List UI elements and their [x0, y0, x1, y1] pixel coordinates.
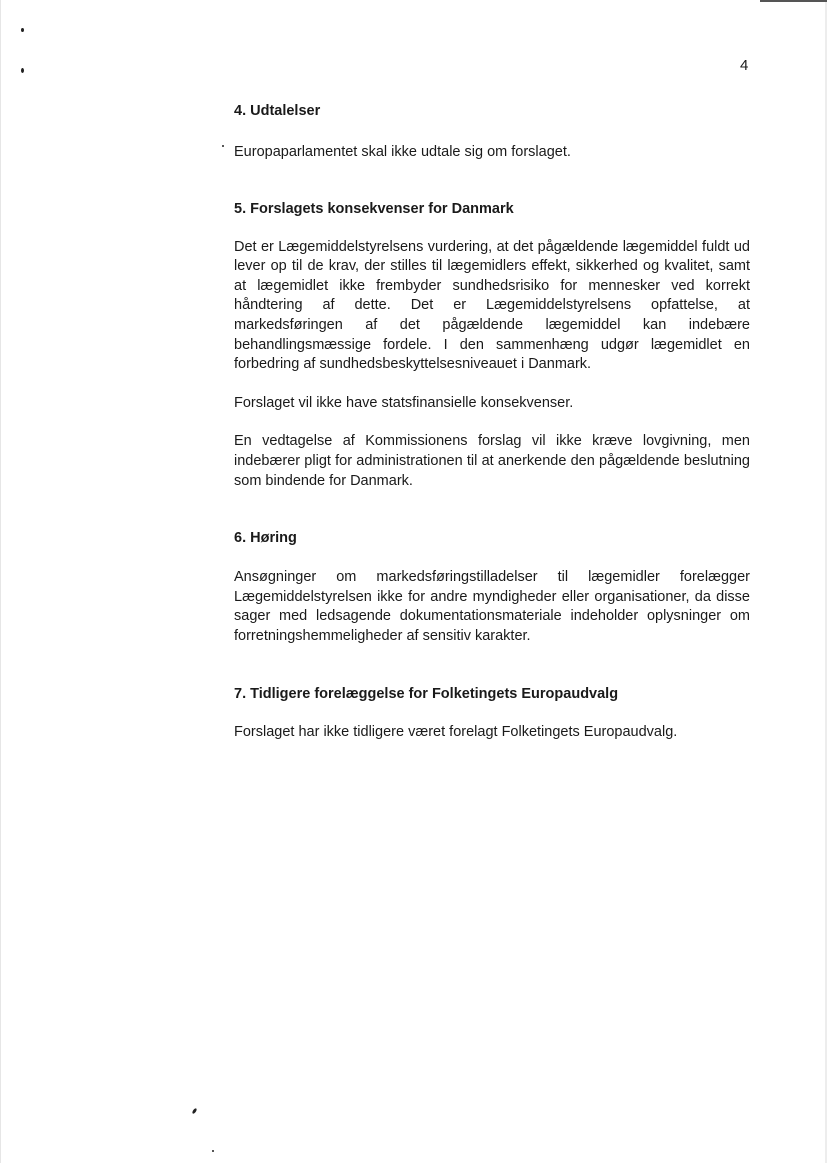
paragraph-udtalelser: Europaparlamentet skal ikke udtale sig om forslaget. [234, 144, 571, 160]
paragraph-konsekvenser-statsfinansielle: Forslaget vil ikke have statsfinansielle konsekvenser. [234, 394, 574, 411]
document-body [234, 102, 750, 742]
page-number: 4 [740, 57, 749, 74]
section-heading-hoering: 6. Høring [234, 530, 297, 547]
speck [21, 68, 24, 73]
speck [192, 1108, 198, 1115]
speck [212, 1150, 214, 1152]
section-heading-konsekvenser: 5. Forslagets konsekvenser for Danmark [234, 200, 514, 217]
speck [21, 28, 24, 32]
paragraph-hoering: Ansøgninger om markedsføringstilladelser til lægemidler forelægger Lægemiddelstyrelsen ikke for andre myndigheder eller organisationer, da disse sager med ledsagende dokumentationsmateriale indeholder oplysninger om forretningshemmeligheder af sensitiv karakter. [234, 569, 750, 644]
scan-edge-left [0, 0, 1, 1163]
scan-edge-top [760, 0, 827, 2]
paragraph-tidligere-forelaeggelse: Forslaget har ikke tidligere været forelagt Folketingets Europaudvalg. [234, 723, 678, 740]
section-heading-tidligere-forelaeggelse: 7. Tidligere forelæggelse for Folketingets Europaudvalg [234, 685, 619, 702]
section-heading-udtalelser: 4. Udtalelser [234, 103, 321, 119]
paragraph-konsekvenser-vurdering: Det er Lægemiddelstyrelsens vurdering, at det pågældende lægemiddel fuldt ud lever op til de krav, der stilles til lægemidlers effekt, sikkerhed og kvalitet, samt at lægemidlet ikke frembyder sundhedsrisiko for mennesker ved korrekt håndtering af dette. Det er Lægemiddelstyrelsens opfattelse, at markedsføringen af det pågældende lægemiddel kan indebære behandlingsmæssige fordele. I den sammenhæng udgør lægemidlet en forbedring af sundhedsbeskyttelsesniveauet i Danmark. [234, 238, 750, 373]
speck [222, 145, 224, 147]
paragraph-konsekvenser-vedtagelse: En vedtagelse af Kommissionens forslag vil ikke kræve lovgivning, men indebærer pligt for administrationen til at anerkende den pågældende beslutning som bindende for Danmark. [234, 433, 750, 489]
